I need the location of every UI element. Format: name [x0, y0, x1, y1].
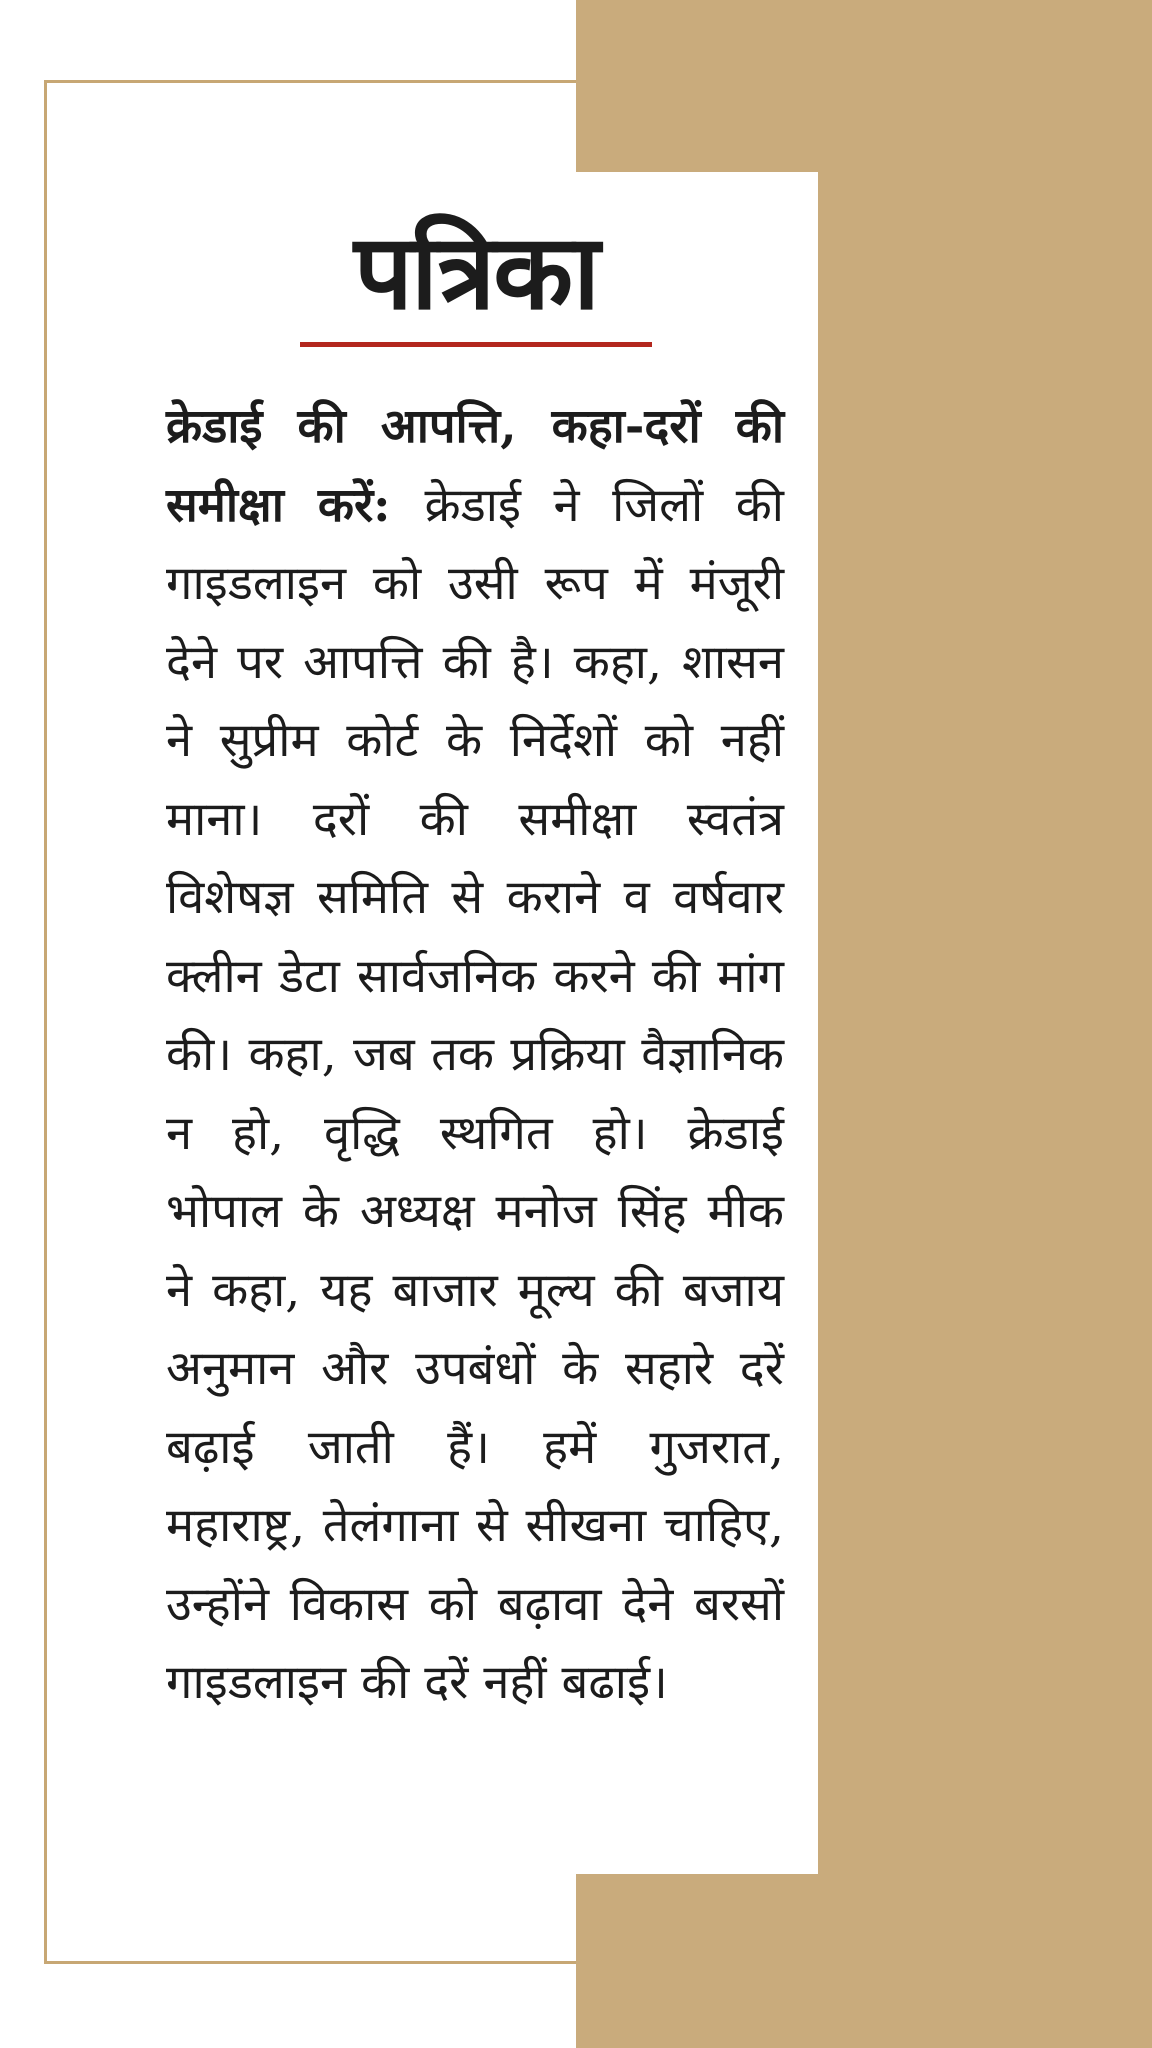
article-text [166, 388, 784, 1723]
masthead-underline [300, 342, 652, 347]
article-headline: क्रेडाई की आपत्ति, कहा-दरों की समीक्षा करें: [166, 399, 784, 533]
article-body: क्रेडाई ने जिलों की गाइडलाइन को उसी रूप में मंजूरी देने पर आपत्ति की है। कहा, शासन ने सुप्रीम कोर्ट के निर्देशों को नहीं माना। दरों की समीक्षा स्वतंत्र विशेषज्ञ समिति से कराने व वर्षवार क्लीन डेटा सार्वजनिक करने की मांग की। कहा, जब तक प्रक्रिया वैज्ञानिक न हो, वृद्धि स्थगित हो। क्रेडाई भोपाल के अध्यक्ष मनोज सिंह मीक ने कहा, यह बाजार मूल्य की बजाय अनुमान और उपबंधों के सहारे दरें बढ़ाई जाती हैं। हमें गुजरात, महाराष्ट्र, तेलंगाना से सीखना चाहिए, उन्होंने विकास को बढ़ावा देने बरसों गाइडलाइन की दरें नहीं बढाई। [166, 477, 784, 1710]
masthead [296, 212, 656, 332]
masthead-logo: पत्रिका [353, 210, 599, 333]
